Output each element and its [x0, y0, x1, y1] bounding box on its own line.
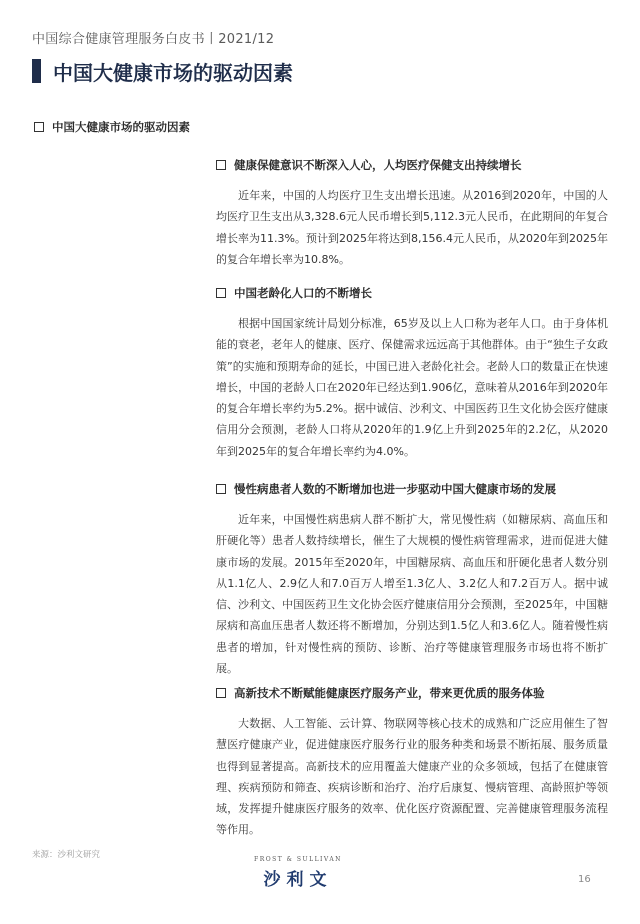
subsection-heading: 高新技术不断赋能健康医疗服务产业，带来更优质的服务体验 [216, 685, 608, 701]
section-label [34, 119, 190, 135]
subsection-body: 近年来，中国的人均医疗卫生支出增长迅速。从2016到2020年，中国的人均医疗卫生支出从3,328.6元人民币增长到5,112.3元人民币，在此期间的年复合增长率为11.3%。预计到2025年将达到8,156.4元人民币，从2020年到2025年的复合年增长率为10.8%。 [216, 189, 608, 266]
document-header: 中国综合健康管理服务白皮书丨2021/12 [32, 32, 275, 47]
logo-text: 沙利文 [263, 870, 333, 890]
page-number: 16 [578, 874, 591, 885]
checkbox-bullet-icon [34, 122, 44, 132]
frost-sullivan-logo [238, 856, 358, 890]
subsection-body: 近年来，中国慢性病患病人群不断扩大，常见慢性病（如糖尿病、高血压和肝硬化等）患者人数持续增长，催生了大规模的慢性病管理需求，进而促进大健康市场的发展。2015年至2020年，中国糖尿病、高血压和肝硬化患者人数分别从1.1亿人、2.9亿人和7.0百万人增至1.3亿人、3.2亿人和7.2百万人。据中诚信、沙利文、中国医药卫生文化协会医疗健康信用分会预测，至2025年，中国糖尿病和高血压患者人数还将不断增加，分别达到1.5亿人和3.6亿人。随着慢性病患者的增加，针对慢性病的预防、诊断、治疗等健康管理服务市场也将不断扩展。 [216, 513, 608, 676]
page-title: 中国大健康市场的驱动因素 [53, 60, 293, 85]
logo-tagline: FROST & SULLIVAN [254, 856, 342, 863]
subsection-heading: 健康保健意识不断深入人心，人均医疗保健支出持续增长 [216, 157, 608, 173]
subsection-heading: 慢性病患者人数的不断增加也进一步驱动中国大健康市场的发展 [216, 481, 608, 497]
subsection-body: 大数据、人工智能、云计算、物联网等核心技术的成熟和广泛应用催生了智慧医疗健康产业，促进健康医疗服务行业的服务种类和场景不断拓展、服务质量也得到显著提高。高新技术的应用覆盖大健康产业的众多领域，包括了在健康管理、疾病预防和筛查、疾病诊断和治疗、治疗后康复、慢病管理、高龄照护等领域，发挥提升健康医疗服务的效率、优化医疗资源配置、完善健康管理服务流程等作用。 [216, 717, 608, 837]
subsection-heading: 中国老龄化人口的不断增长 [216, 285, 608, 301]
subsection-1 [216, 157, 608, 270]
subsection-4 [216, 685, 608, 841]
checkbox-bullet-icon [216, 484, 226, 494]
subsection-body: 根据中国国家统计局划分标准，65岁及以上人口称为老年人口。由于身体机能的衰老，老年人的健康、医疗、保健需求远远高于其他群体。由于“独生子女政策”的实施和预期寿命的延长，中国已进入老龄化社会。老龄人口的数量正在快速增长，中国的老龄人口在2020年已经达到1.906亿，意味着从2016年到2020年的复合年增长率约为5.2%。据中诚信、沙利文、中国医药卫生文化协会医疗健康信用分会预测，老龄人口将从2020年的1.9亿上升到2025年的2.2亿，从2020年到2025年的复合年增长率约为4.0%。 [216, 317, 608, 458]
checkbox-bullet-icon [216, 160, 226, 170]
subsection-2 [216, 285, 608, 462]
checkbox-bullet-icon [216, 688, 226, 698]
source-note: 来源：沙利文研究 [32, 850, 101, 860]
subsection-3 [216, 481, 608, 679]
title-accent-bar [32, 59, 41, 83]
checkbox-bullet-icon [216, 288, 226, 298]
section-label-text: 中国大健康市场的驱动因素 [52, 120, 190, 134]
page-title-row [32, 58, 293, 84]
